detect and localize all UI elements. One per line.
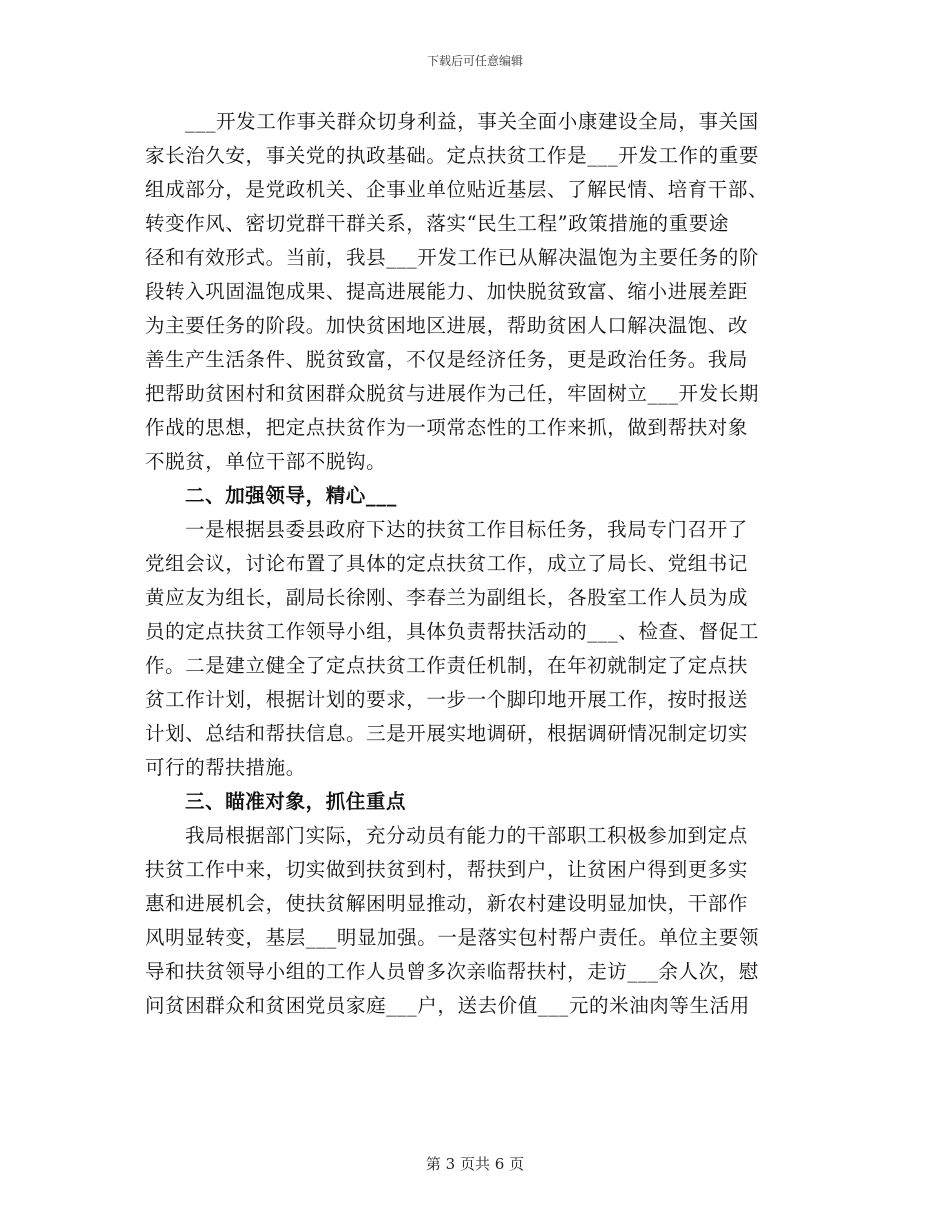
paragraph-line: 作战的思想，把定点扶贫作为一项常态性的工作来抓，做到帮扶对象 bbox=[145, 416, 749, 439]
paragraph-line: 员的定点扶贫工作领导小组，具体负责帮扶活动的___、检查、督促工 bbox=[145, 620, 759, 643]
paragraph-line: 为主要任务的阶段。加快贫困地区进展，帮助贫困人口解决温饱、改 bbox=[145, 314, 749, 337]
paragraph-line: 径和有效形式。当前，我县___开发工作已从解决温饱为主要任务的阶 bbox=[145, 246, 759, 269]
paragraph-line: ___开发工作事关群众切身利益，事关全面小康建设全局，事关国 bbox=[185, 110, 759, 133]
paragraph-line: 风明显转变，基层___明显加强。一是落实包村帮户责任。单位主要领 bbox=[145, 926, 759, 949]
paragraph-line: 问贫困群众和贫困党员家庭___户，送去价值___元的米油肉等生活用 bbox=[145, 994, 750, 1017]
paragraph-line: 惠和进展机会，使扶贫解困明显推动，新农村建设明显加快，干部作 bbox=[145, 892, 749, 915]
paragraph-line: 善生产生活条件、脱贫致富，不仅是经济任务，更是政治任务。我局 bbox=[145, 348, 749, 371]
section-heading: 二、加强领导，精心___ bbox=[185, 484, 397, 507]
section-heading: 三、瞄准对象，抓住重点 bbox=[185, 790, 407, 813]
paragraph-line: 一是根据县委县政府下达的扶贫工作目标任务，我局专门召开了 bbox=[185, 518, 748, 541]
paragraph-line: 可行的帮扶措施。 bbox=[145, 756, 306, 779]
paragraph-line: 作。二是建立健全了定点扶贫工作责任机制，在年初就制定了定点扶 bbox=[145, 654, 749, 677]
paragraph-line: 把帮助贫困村和贫困群众脱贫与进展作为己任，牢固树立___开发长期 bbox=[145, 382, 759, 405]
paragraph-line: 导和扶贫领导小组的工作人员曾多次亲临帮扶村，走访___余人次，慰 bbox=[145, 960, 759, 983]
paragraph-line: 贫工作计划，根据计划的要求，一步一个脚印地开展工作，按时报送 bbox=[145, 688, 749, 711]
page-footer: 第 3 页共 6 页 bbox=[425, 1155, 525, 1173]
paragraph-line: 家长治久安，事关党的执政基础。定点扶贫工作是___开发工作的重要 bbox=[145, 144, 759, 167]
paragraph-line: 黄应友为组长，副局长徐刚、李春兰为副组长，各股室工作人员为成 bbox=[145, 586, 749, 609]
paragraph-line: 我局根据部门实际，充分动员有能力的干部职工积极参加到定点 bbox=[185, 824, 748, 847]
page-header: 下载后可任意编辑 bbox=[426, 54, 523, 68]
paragraph-line: 扶贫工作中来，切实做到扶贫到村，帮扶到户，让贫困户得到更多实 bbox=[145, 858, 749, 881]
paragraph-line: 党组会议，讨论布置了具体的定点扶贫工作，成立了局长、党组书记 bbox=[145, 552, 749, 575]
paragraph-line: 段转入巩固温饱成果、提高进展能力、加快脱贫致富、缩小进展差距 bbox=[145, 280, 749, 303]
paragraph-line: 组成部分，是党政机关、企事业单位贴近基层、了解民情、培育干部、 bbox=[145, 178, 769, 201]
paragraph-line: 转变作风、密切党群干群关系，落实“民生工程”政策措施的重要途 bbox=[145, 212, 729, 235]
document-body bbox=[145, 105, 805, 1023]
paragraph-line: 不脱贫，单位干部不脱钩。 bbox=[145, 450, 387, 473]
paragraph-line: 计划、总结和帮扶信息。三是开展实地调研，根据调研情况制定切实 bbox=[145, 722, 749, 745]
